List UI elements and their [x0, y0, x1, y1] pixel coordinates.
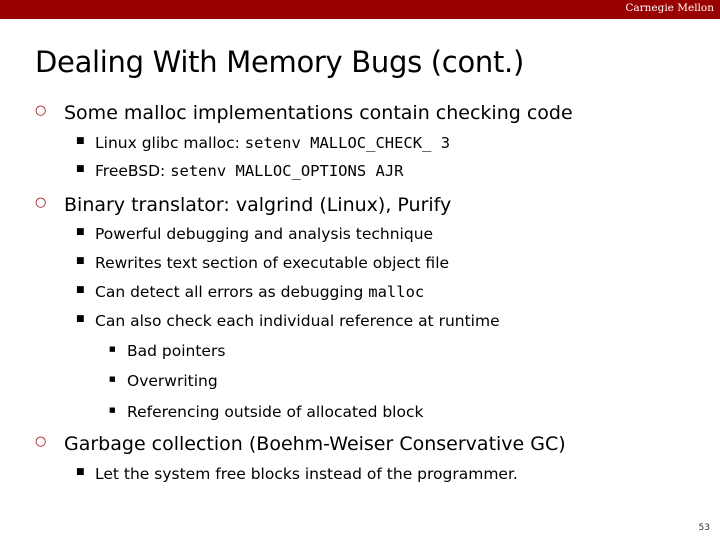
square-bullet-icon: ■ [109, 375, 116, 383]
sub-bullet-text: Can also check each individual reference at runtime [95, 312, 500, 330]
circle-bullet-icon: ○ [35, 434, 47, 449]
sub-bullet-prefix: Linux glibc malloc: [95, 134, 245, 152]
square-bullet-icon: ■ [76, 314, 85, 324]
square-bullet-icon: ■ [76, 164, 85, 174]
square-bullet-icon: ■ [76, 285, 85, 295]
sub-bullet-text: Let the system free blocks instead of the programmer. [95, 465, 518, 483]
square-bullet-icon: ■ [76, 227, 85, 237]
code-snippet: setenv MALLOC_CHECK_ 3 [244, 134, 451, 152]
code-snippet: malloc [368, 283, 425, 301]
circle-bullet-icon: ○ [35, 195, 47, 210]
square-bullet-icon: ■ [76, 256, 85, 266]
subsub-bullet-text: Referencing outside of allocated block [127, 403, 424, 421]
subsub-bullet-text: Overwriting [127, 372, 218, 390]
bullet-text: Binary translator: valgrind (Linux), Purify [64, 194, 452, 216]
code-snippet: setenv MALLOC_OPTIONS AJR [170, 162, 404, 180]
subsub-bullet-text: Bad pointers [127, 342, 226, 360]
square-bullet-icon: ■ [109, 406, 116, 414]
institution-name: Carnegie Mellon [625, 2, 714, 14]
sub-bullet-prefix: Can detect all errors as debugging [95, 283, 369, 301]
square-bullet-icon: ■ [76, 136, 85, 146]
circle-bullet-icon: ○ [35, 103, 47, 118]
header-bar [0, 0, 720, 19]
sub-bullet-text: Powerful debugging and analysis technique [95, 225, 434, 243]
square-bullet-icon: ■ [76, 467, 85, 477]
bullet-text: Garbage collection (Boehm-Weiser Conservative GC) [64, 433, 566, 455]
sub-bullet-prefix: FreeBSD: [95, 162, 171, 180]
page-number: 53 [698, 523, 710, 533]
square-bullet-icon: ■ [109, 345, 116, 353]
bullet-text: Some malloc implementations contain checking code [64, 102, 573, 124]
slide-title: Dealing With Memory Bugs (cont.) [35, 45, 524, 79]
sub-bullet-text: Rewrites text section of executable object file [95, 254, 450, 272]
